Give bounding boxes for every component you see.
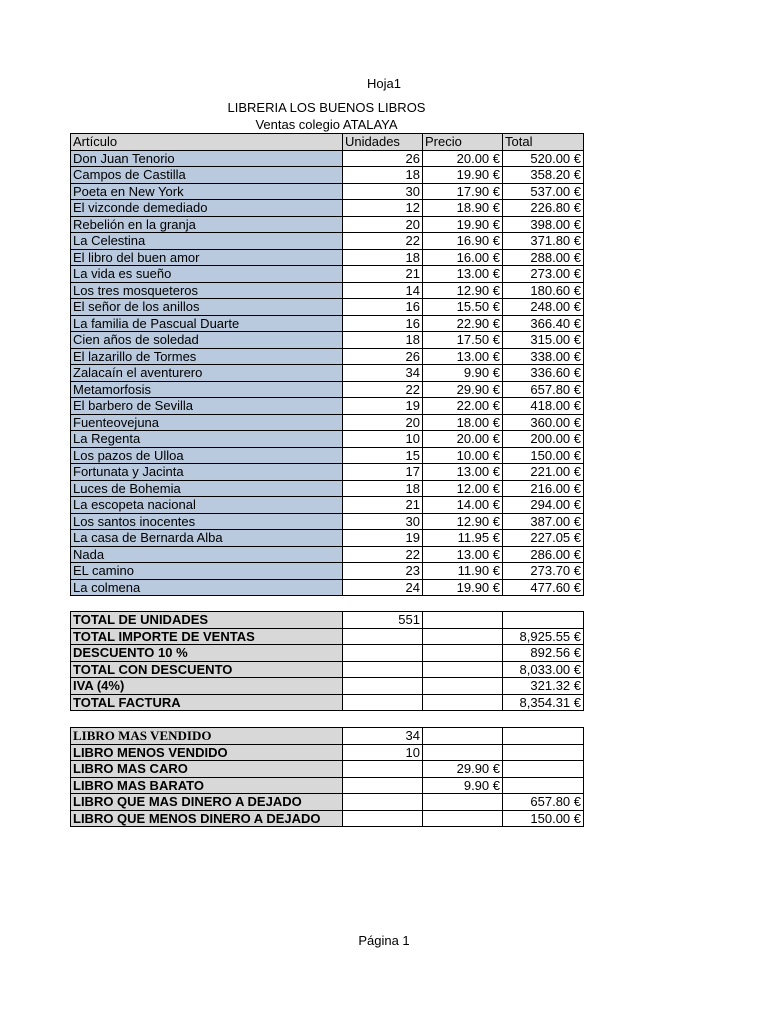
summary-total: 892.56 € (503, 645, 584, 662)
item-units: 30 (343, 513, 423, 530)
item-total: 200.00 € (503, 431, 584, 448)
item-total: 657.80 € (503, 381, 584, 398)
item-price: 16.00 € (423, 249, 503, 266)
summary-label: TOTAL IMPORTE DE VENTAS (71, 628, 343, 645)
item-name: El lazarillo de Tormes (71, 348, 343, 365)
item-price: 14.00 € (423, 497, 503, 514)
summary-row (71, 761, 584, 778)
summary-price (423, 794, 503, 811)
table-row (71, 282, 584, 299)
item-units: 34 (343, 365, 423, 382)
item-name: El vizconde demediado (71, 200, 343, 217)
item-name: La vida es sueño (71, 266, 343, 283)
summary-row (71, 777, 584, 794)
table-row (71, 398, 584, 415)
item-price: 29.90 € (423, 381, 503, 398)
item-name: Zalacaín el aventurero (71, 365, 343, 382)
table-row (71, 563, 584, 580)
item-total: 248.00 € (503, 299, 584, 316)
item-total: 520.00 € (503, 150, 584, 167)
item-total: 273.70 € (503, 563, 584, 580)
sheet-title: Hoja1 (367, 76, 401, 91)
item-price: 19.90 € (423, 579, 503, 596)
summary-units (343, 678, 423, 695)
item-price: 15.50 € (423, 299, 503, 316)
item-name: La Celestina (71, 233, 343, 250)
item-price: 10.00 € (423, 447, 503, 464)
item-units: 24 (343, 579, 423, 596)
summary-units (343, 628, 423, 645)
summary-price (423, 810, 503, 827)
item-total: 398.00 € (503, 216, 584, 233)
item-name: Poeta en New York (71, 183, 343, 200)
summary-total (503, 612, 584, 629)
item-name: Luces de Bohemia (71, 480, 343, 497)
summary-row (71, 728, 584, 745)
item-total: 358.20 € (503, 167, 584, 184)
item-total: 286.00 € (503, 546, 584, 563)
item-total: 273.00 € (503, 266, 584, 283)
item-total: 216.00 € (503, 480, 584, 497)
item-total: 315.00 € (503, 332, 584, 349)
summary-row (71, 678, 584, 695)
item-units: 16 (343, 315, 423, 332)
item-price: 13.00 € (423, 348, 503, 365)
shop-title: LIBRERIA LOS BUENOS LIBROS (227, 100, 426, 115)
header-articulo: Artículo (71, 134, 343, 151)
summary-row (71, 628, 584, 645)
summary-label: TOTAL FACTURA (71, 694, 343, 711)
item-units: 19 (343, 398, 423, 415)
item-units: 10 (343, 431, 423, 448)
item-name: Don Juan Tenorio (71, 150, 343, 167)
item-name: La Regenta (71, 431, 343, 448)
summary-total (503, 761, 584, 778)
page-number: Página 1 (358, 933, 410, 948)
item-units: 21 (343, 497, 423, 514)
item-price: 18.00 € (423, 414, 503, 431)
item-units: 12 (343, 200, 423, 217)
table-row (71, 381, 584, 398)
summary-units (343, 645, 423, 662)
summary-price (423, 744, 503, 761)
table-row (71, 200, 584, 217)
summary-row (71, 810, 584, 827)
item-total: 294.00 € (503, 497, 584, 514)
item-units: 26 (343, 348, 423, 365)
table-row (71, 233, 584, 250)
summary-units: 551 (343, 612, 423, 629)
summary-price: 9.90 € (423, 777, 503, 794)
stats-table (70, 727, 584, 827)
item-price: 12.90 € (423, 513, 503, 530)
item-price: 9.90 € (423, 365, 503, 382)
summary-price (423, 678, 503, 695)
item-price: 19.90 € (423, 216, 503, 233)
table-row (71, 183, 584, 200)
table-row (71, 150, 584, 167)
table-row (71, 497, 584, 514)
item-price: 13.00 € (423, 266, 503, 283)
item-name: Cien años de soledad (71, 332, 343, 349)
summary-price: 29.90 € (423, 761, 503, 778)
table-row (71, 447, 584, 464)
summary-row (71, 661, 584, 678)
summary-total: 657.80 € (503, 794, 584, 811)
summary-label: LIBRO MENOS VENDIDO (71, 744, 343, 761)
item-units: 20 (343, 216, 423, 233)
table-row (71, 579, 584, 596)
item-price: 16.90 € (423, 233, 503, 250)
table-row (71, 266, 584, 283)
item-units: 30 (343, 183, 423, 200)
table-row (71, 513, 584, 530)
item-total: 227.05 € (503, 530, 584, 547)
item-price: 11.90 € (423, 563, 503, 580)
item-units: 18 (343, 249, 423, 266)
item-price: 20.00 € (423, 431, 503, 448)
item-name: La familia de Pascual Duarte (71, 315, 343, 332)
summary-price (423, 645, 503, 662)
item-price: 13.00 € (423, 464, 503, 481)
item-price: 22.00 € (423, 398, 503, 415)
summary-label: IVA (4%) (71, 678, 343, 695)
item-total: 150.00 € (503, 447, 584, 464)
item-price: 20.00 € (423, 150, 503, 167)
summary-row (71, 645, 584, 662)
item-units: 22 (343, 546, 423, 563)
item-units: 22 (343, 233, 423, 250)
table-row (71, 249, 584, 266)
summary-label: TOTAL CON DESCUENTO (71, 661, 343, 678)
item-units: 20 (343, 414, 423, 431)
summary-label: LIBRO QUE MENOS DINERO A DEJADO (71, 810, 343, 827)
summary-units (343, 810, 423, 827)
item-name: La escopeta nacional (71, 497, 343, 514)
item-units: 19 (343, 530, 423, 547)
summary-row (71, 612, 584, 629)
item-units: 16 (343, 299, 423, 316)
summary-label: TOTAL DE UNIDADES (71, 612, 343, 629)
summary-total: 8,033.00 € (503, 661, 584, 678)
table-header-row (71, 134, 584, 151)
item-price: 13.00 € (423, 546, 503, 563)
summary-total: 321.32 € (503, 678, 584, 695)
summary-units: 34 (343, 728, 423, 745)
summary-total: 8,354.31 € (503, 694, 584, 711)
item-name: Campos de Castilla (71, 167, 343, 184)
table-row (71, 414, 584, 431)
summary-units (343, 661, 423, 678)
table-row (71, 332, 584, 349)
summary-row (71, 744, 584, 761)
item-total: 221.00 € (503, 464, 584, 481)
summary-price (423, 728, 503, 745)
item-units: 18 (343, 332, 423, 349)
item-price: 11.95 € (423, 530, 503, 547)
sales-table (70, 133, 584, 596)
table-row (71, 216, 584, 233)
summary-price (423, 612, 503, 629)
summary-units (343, 694, 423, 711)
item-name: Metamorfosis (71, 381, 343, 398)
item-name: Fortunata y Jacinta (71, 464, 343, 481)
item-name: Los santos inocentes (71, 513, 343, 530)
summary-total: 8,925.55 € (503, 628, 584, 645)
item-total: 338.00 € (503, 348, 584, 365)
item-units: 18 (343, 167, 423, 184)
summary-total (503, 777, 584, 794)
table-row (71, 365, 584, 382)
table-row (71, 315, 584, 332)
header-total: Total (503, 134, 584, 151)
table-row (71, 530, 584, 547)
item-units: 23 (343, 563, 423, 580)
item-name: La casa de Bernarda Alba (71, 530, 343, 547)
item-total: 288.00 € (503, 249, 584, 266)
summary-label: LIBRO MAS VENDIDO (71, 728, 343, 745)
item-name: El libro del buen amor (71, 249, 343, 266)
summary-units: 10 (343, 744, 423, 761)
item-total: 418.00 € (503, 398, 584, 415)
item-total: 371.80 € (503, 233, 584, 250)
item-name: Rebelión en la granja (71, 216, 343, 233)
item-total: 477.60 € (503, 579, 584, 596)
table-row (71, 546, 584, 563)
summary-row (71, 794, 584, 811)
table-row (71, 299, 584, 316)
item-total: 180.60 € (503, 282, 584, 299)
summary-row (71, 694, 584, 711)
item-units: 15 (343, 447, 423, 464)
item-name: Fuenteovejuna (71, 414, 343, 431)
header-unidades: Unidades (343, 134, 423, 151)
item-total: 366.40 € (503, 315, 584, 332)
table-row (71, 480, 584, 497)
summary-total: 150.00 € (503, 810, 584, 827)
summary-units (343, 777, 423, 794)
item-units: 17 (343, 464, 423, 481)
item-units: 18 (343, 480, 423, 497)
table-row (71, 167, 584, 184)
item-name: Los pazos de Ulloa (71, 447, 343, 464)
summary-total (503, 728, 584, 745)
item-name: Los tres mosqueteros (71, 282, 343, 299)
item-total: 360.00 € (503, 414, 584, 431)
item-name: La colmena (71, 579, 343, 596)
item-price: 12.90 € (423, 282, 503, 299)
item-total: 537.00 € (503, 183, 584, 200)
summary-label: LIBRO QUE MAS DINERO A DEJADO (71, 794, 343, 811)
totals-table (70, 611, 584, 711)
table-row (71, 431, 584, 448)
table-row (71, 464, 584, 481)
summary-units (343, 761, 423, 778)
summary-price (423, 694, 503, 711)
item-name: El barbero de Sevilla (71, 398, 343, 415)
item-name: El señor de los anillos (71, 299, 343, 316)
item-name: EL camino (71, 563, 343, 580)
item-total: 387.00 € (503, 513, 584, 530)
item-total: 336.60 € (503, 365, 584, 382)
item-total: 226.80 € (503, 200, 584, 217)
summary-price (423, 628, 503, 645)
item-units: 26 (343, 150, 423, 167)
summary-units (343, 794, 423, 811)
item-name: Nada (71, 546, 343, 563)
item-units: 21 (343, 266, 423, 283)
table-row (71, 348, 584, 365)
summary-total (503, 744, 584, 761)
summary-label: LIBRO MAS CARO (71, 761, 343, 778)
item-price: 19.90 € (423, 167, 503, 184)
item-units: 14 (343, 282, 423, 299)
item-price: 17.90 € (423, 183, 503, 200)
summary-label: DESCUENTO 10 % (71, 645, 343, 662)
shop-subtitle: Ventas colegio ATALAYA (255, 117, 398, 132)
item-price: 12.00 € (423, 480, 503, 497)
item-price: 18.90 € (423, 200, 503, 217)
item-price: 17.50 € (423, 332, 503, 349)
summary-label: LIBRO MAS BARATO (71, 777, 343, 794)
item-units: 22 (343, 381, 423, 398)
item-price: 22.90 € (423, 315, 503, 332)
summary-price (423, 661, 503, 678)
header-precio: Precio (423, 134, 503, 151)
